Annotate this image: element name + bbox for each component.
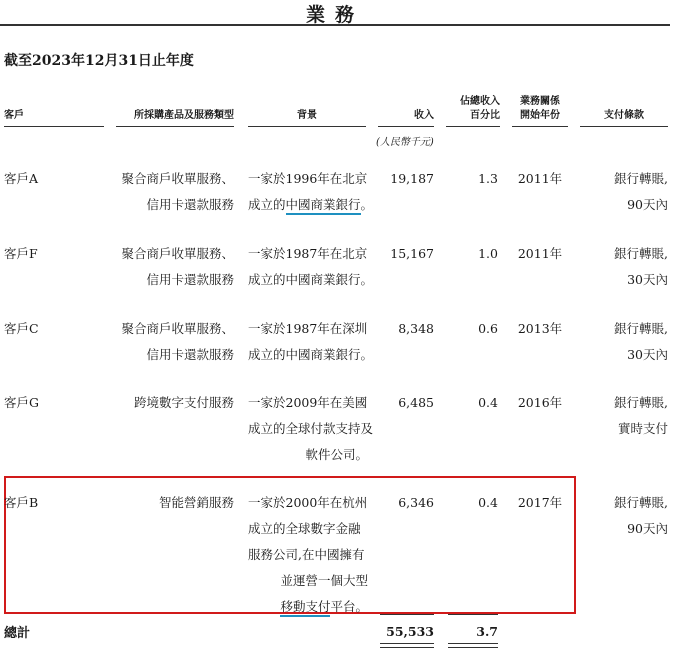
page-header: 業務 — [305, 4, 364, 26]
total-double-rule-pct-top — [448, 643, 498, 644]
header-pct-line2: 百分比 — [470, 110, 500, 121]
header-background: 背景 — [297, 110, 317, 121]
header-payment: 支付條款 — [604, 110, 644, 121]
products-line: 智能營銷服務 — [158, 495, 234, 510]
header-rule-pct — [446, 126, 500, 127]
header-rule-customer — [4, 126, 104, 127]
background-line: 一家於1987年在深圳 — [248, 321, 368, 336]
revenue-value: 15,167 — [390, 246, 434, 261]
revenue-value: 8,348 — [398, 321, 434, 336]
products-line: 跨境數字支付服務 — [133, 395, 234, 410]
total-revenue: 55,533 — [386, 624, 434, 639]
payment-line: 銀行轉賬, — [614, 246, 668, 261]
start-year: 2011年 — [517, 171, 563, 186]
payment-line: 銀行轉賬, — [614, 495, 668, 510]
background-line: 服務公司,在中國擁有 — [248, 547, 365, 562]
subtotal-rule-revenue — [380, 614, 434, 615]
total-double-rule-pct-bottom — [448, 647, 498, 648]
payment-line: 實時支付 — [617, 421, 668, 436]
pct-value: 0.6 — [478, 321, 498, 336]
customer-name: 客戶B — [4, 495, 39, 510]
background-line — [248, 192, 374, 218]
header-rule-background — [248, 126, 366, 127]
products-line: 聚合商戶收單服務、 — [121, 171, 234, 186]
payment-line: 銀行轉賬, — [614, 321, 668, 336]
customer-name: 客戶G — [4, 395, 39, 410]
start-year: 2013年 — [517, 321, 563, 336]
total-pct: 3.7 — [476, 624, 498, 639]
background-text: 成立的 — [248, 197, 286, 212]
pct-value: 0.4 — [478, 395, 498, 410]
products-line: 信用卡還款服務 — [146, 347, 234, 362]
payment-cell — [580, 241, 668, 293]
revenue-value: 6,485 — [398, 395, 434, 410]
header-revenue-unit: (人民幣千元) — [376, 137, 434, 148]
subtotal-rule-pct — [448, 614, 498, 615]
payment-cell — [580, 316, 668, 368]
products-cell — [100, 390, 234, 416]
payment-cell — [580, 166, 668, 218]
background-line: 成立的全球付款支持及 — [248, 421, 374, 436]
customer-name: 客戶F — [4, 246, 38, 261]
background-text: 。 — [360, 197, 374, 212]
header-rule-revenue — [378, 126, 434, 127]
background-cell — [248, 390, 374, 468]
products-cell — [100, 490, 234, 516]
background-line: 一家於2000年在杭州 — [248, 495, 368, 510]
start-year: 2017年 — [517, 495, 563, 510]
payment-cell — [580, 390, 668, 442]
products-cell — [100, 316, 234, 368]
background-cell — [248, 241, 374, 293]
background-line: 並運營一個大型 — [280, 573, 368, 588]
payment-line: 銀行轉賬, — [614, 395, 668, 410]
products-line: 信用卡還款服務 — [146, 197, 234, 212]
background-line: 軟件公司。 — [305, 447, 368, 462]
background-line: 一家於2009年在美國 — [248, 395, 368, 410]
payment-cell — [580, 490, 668, 542]
header-revenue: 收入 — [414, 110, 434, 121]
background-cell — [248, 316, 374, 368]
background-text: 平台。 — [330, 599, 368, 614]
background-line: 一家於1996年在北京 — [248, 171, 368, 186]
start-year: 2011年 — [517, 246, 563, 261]
background-cell — [248, 490, 368, 620]
header-rule-payment — [580, 126, 668, 127]
payment-line: 銀行轉賬, — [614, 171, 668, 186]
background-line — [248, 594, 368, 620]
products-line: 聚合商戶收單服務、 — [121, 246, 234, 261]
pct-value: 1.0 — [478, 246, 498, 261]
revenue-value: 19,187 — [390, 171, 434, 186]
total-label: 總計 — [4, 626, 31, 641]
background-line: 成立的全球數字金融 — [248, 521, 361, 536]
customer-name: 客戶C — [4, 321, 39, 336]
bank-link[interactable]: 中國商業銀行 — [286, 197, 361, 215]
background-line: 成立的中國商業銀行。 — [248, 272, 374, 287]
customer-name: 客戶A — [4, 171, 39, 186]
pct-value: 1.3 — [478, 171, 498, 186]
products-line: 信用卡還款服務 — [146, 272, 234, 287]
header-rule — [0, 24, 670, 26]
payment-line: 90天內 — [627, 197, 668, 212]
payment-line: 30天內 — [627, 347, 668, 362]
table-subtitle: 截至2023年12月31日止年度 — [4, 53, 194, 69]
header-customer: 客戶 — [4, 110, 24, 121]
revenue-value: 6,346 — [398, 495, 434, 510]
mobile-payment-link[interactable]: 移動支付 — [280, 599, 330, 617]
header-rule-products — [116, 126, 234, 127]
products-cell — [100, 166, 234, 218]
payment-line: 30天內 — [627, 272, 668, 287]
header-pct-line1: 佔總收入 — [460, 96, 500, 107]
header-rule-start — [512, 126, 568, 127]
total-double-rule-revenue-top — [380, 643, 434, 644]
products-line: 聚合商戶收單服務、 — [121, 321, 234, 336]
background-line: 成立的中國商業銀行。 — [248, 347, 374, 362]
start-year: 2016年 — [517, 395, 563, 410]
background-line: 一家於1987年在北京 — [248, 246, 368, 261]
pct-value: 0.4 — [478, 495, 498, 510]
products-cell — [100, 241, 234, 293]
header-start-line1: 業務關係 — [520, 96, 560, 107]
background-cell — [248, 166, 374, 218]
payment-line: 90天內 — [627, 521, 668, 536]
total-double-rule-revenue-bottom — [380, 647, 434, 648]
header-start-line2: 開始年份 — [520, 110, 560, 121]
header-products: 所採購產品及服務類型 — [134, 110, 234, 121]
